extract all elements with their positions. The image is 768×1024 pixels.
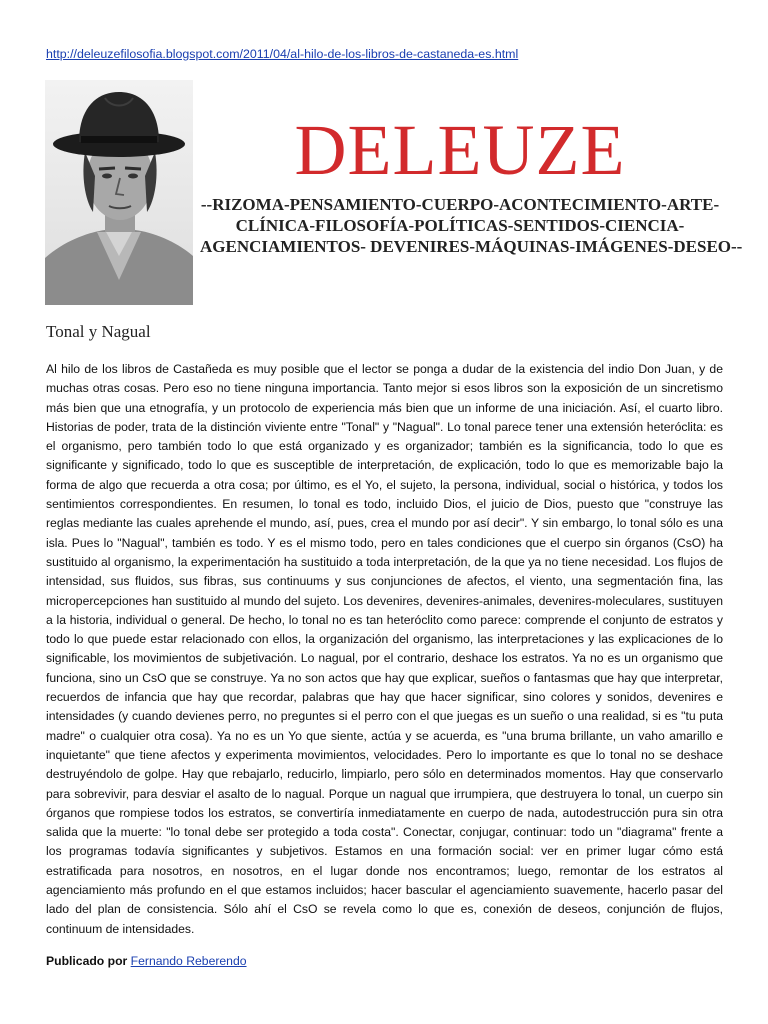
author-portrait-photo	[45, 80, 193, 305]
source-url-link[interactable]: http://deleuzefilosofia.blogspot.com/2011/04/al-hilo-de-los-libros-de-castaneda-es.html	[46, 47, 519, 61]
post-byline	[46, 954, 247, 968]
blog-header-banner	[200, 100, 743, 257]
banner-subtitle-line: CLÍNICA-FILOSOFÍA-POLÍTICAS-SENTIDOS-CIENCIA-	[235, 216, 685, 235]
post-body: Al hilo de los libros de Castañeda es muy posible que el lector se ponga a dudar de la existencia del indio Don Juan, y de muchas otras cosas. Pero eso no tiene ninguna importancia. Tanto mejor si esos libros son la exposición de un sincretismo más bien que una etnografía, y un protocolo de experiencia más bien que un informe de una iniciación. Así, el cuarto libro. Historias de poder, trata de la distinción viviente entre "Tonal" y "Nagual". Lo tonal parece tener una extensión heteróclita: es el organismo, pero también todo lo que está organizado y es organizador; también es la significancia, todo lo que es significante y significado, todo lo que es susceptible de interpretación, de explicación, todo lo que es memorizable bajo la forma de algo que recuerda a otra cosa; por último, es el Yo, el sujeto, la persona, individual, social o histórica, y todos los sentimientos correspondientes. En resumen, lo tonal es todo, incluido Dios, el juicio de Dios, puesto que "construye las reglas mediante las cuales aprehende el mundo, así, pues, crea el mundo por así decir". Y sin embargo, lo tonal sólo es una isla. Pues lo "Nagual", también es todo. Y es el mismo todo, pero en tales condiciones que el cuerpo sin órganos (CsO) ha sustituido al organismo, la experimentación ha sustituido a toda interpretación, de la que ya no tiene necesidad. Los flujos de intensidad, sus fluidos, sus fibras, sus continuums y sus conjunciones de afectos, el viento, una segmentación fina, las micropercepciones han sustituido al mundo del sujeto. Los devenires, devenires-animales, devenires-moleculares, sustituyen a la historia, individual o general. De hecho, lo tonal no es tan heteróclito como parece: comprende el conjunto de estratos y todo lo que puede estar relacionado con ellos, la organización del organismo, las interpretaciones y las explicaciones de lo significable, los movimientos de subjetivación. Lo nagual, por el contrario, deshace los estratos. Ya no es un organismo que funciona, sino un CsO que se construye. Ya no son actos que hay que explicar, sueños o fantasmas que hay que interpretar, recuerdos de infancia que hay que recordar, palabras que hay que hacer significar, sino colores y sonidos, devenires e intensidades (y cuando devienes perro, no preguntes si el perro con el que juegas es un sueño o una realidad, si es "tu puta madre" o cualquier otra cosa). Ya no es un Yo que siente, actúa y se acuerda, es "una bruma brillante, un vaho amarillo e inquietante" que tiene afectos y experimenta movimientos, velocidades. Pero lo importante es que lo tonal no se deshace destruyéndolo de golpe. Hay que rebajarlo, reducirlo, limpiarlo, pero sólo en determinados momentos. Hay que conservarlo para sobrevivir, para desviar el asalto de lo nagual. Porque un nagual que irrumpiera, que destruyera lo tonal, un cuerpo sin órganos que rompiese todos los estratos, se convertiría inmediatamente en cuerpo de nada, autodestrucción pura sin otra salida que la muerte: "lo tonal debe ser protegido a toda costa". Conectar, conjugar, continuar: todo un "diagrama" frente a los programas todavía significantes y subjetivos. Estamos en una formación social: ver en primer lugar cómo está estratificada para nosotros, en nosotros, en el lugar donde nos encontramos; luego, remontar de los estratos al agenciamiento más profundo en el que estamos incluidos; hacer bascular el agenciamiento suavemente, hacerlo pasar del lado del plan de consistencia. Sólo ahí el CsO se revela como lo que es, conexión de deseos, conjunción de flujos, continuum de intensidades.	[46, 362, 723, 936]
post-title: Tonal y Nagual	[46, 322, 151, 341]
banner-subtitle	[200, 194, 743, 257]
banner-subtitle-line: AGENCIAMIENTOS- DEVENIRES-MÁQUINAS-IMÁGENES-DESEO--	[200, 237, 743, 256]
banner-title: DELEUZE	[294, 110, 626, 190]
author-link[interactable]: Fernando Reberendo	[130, 954, 247, 968]
byline-label: Publicado por	[46, 954, 128, 968]
banner-subtitle-line: --RIZOMA-PENSAMIENTO-CUERPO-ACONTECIMIENTO-ARTE-	[200, 195, 720, 214]
